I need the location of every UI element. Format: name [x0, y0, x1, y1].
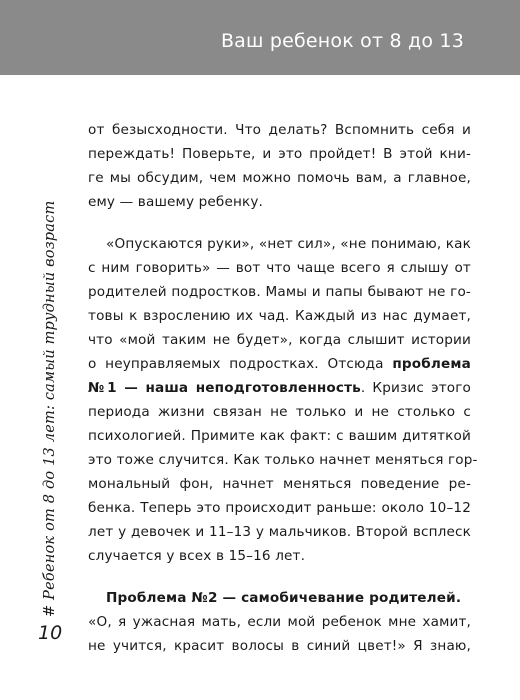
text-line: «О, я ужасная мать, если мой ребенок мне хамит,: [88, 614, 471, 630]
vertical-book-title: # Ребенок от 8 до 13 лет: самый трудный возраст: [42, 200, 58, 617]
text-line: переждать! Поверьте, и это пройдет! В этой кни-: [88, 146, 471, 162]
text-line: №1 — наша неподготовленность. Кризис этого: [88, 380, 471, 396]
text-line: что «мой таким не будет», когда слышит истории: [88, 332, 471, 348]
text-line: лет у девочек и 11–13 у мальчиков. Второй всплеск: [88, 524, 471, 540]
text-line: Проблема №2 — самобичевание родителей.: [106, 590, 462, 606]
text-line: от безысходности. Что делать? Вспомнить себя и: [88, 122, 471, 138]
running-header-band: [0, 0, 520, 75]
text-line: мональный фон, начнет меняться поведение ре-: [88, 476, 471, 492]
text-line: не учится, красит волосы в синий цвет!» Я знаю,: [88, 638, 471, 654]
text-line: с ним говорить» — вот что чаще всего я слышу от: [88, 260, 471, 276]
text-line: ге мы обсудим, чем можно помочь вам, а главное,: [88, 170, 471, 186]
text-line: родителей подростков. Мамы и папы бывают не го-: [88, 284, 471, 300]
text-line: «Опускаются руки», «нет сил», «не понимаю, как: [106, 236, 471, 252]
page-number: 10: [38, 622, 63, 644]
text-line: психологией. Примите как факт: с вашим дитяткой: [88, 428, 471, 444]
text-line: периода жизни связан не только и не столько с: [88, 404, 471, 420]
text-line: товы к взрослению их чад. Каждый из нас думает,: [88, 308, 471, 324]
text-line: бенка. Теперь это происходит раньше: около 10–12: [88, 500, 471, 516]
text-line: случается у всех в 15–16 лет.: [88, 548, 306, 564]
text-line: о неуправляемых подростках. Отсюда проблема: [88, 356, 471, 372]
running-header-title: Ваш ребенок от 8 до 13: [220, 30, 464, 52]
text-line: это тоже случится. Как только начнет меняться гор-: [88, 452, 478, 468]
text-line: ему — вашему ребенку.: [88, 194, 264, 210]
